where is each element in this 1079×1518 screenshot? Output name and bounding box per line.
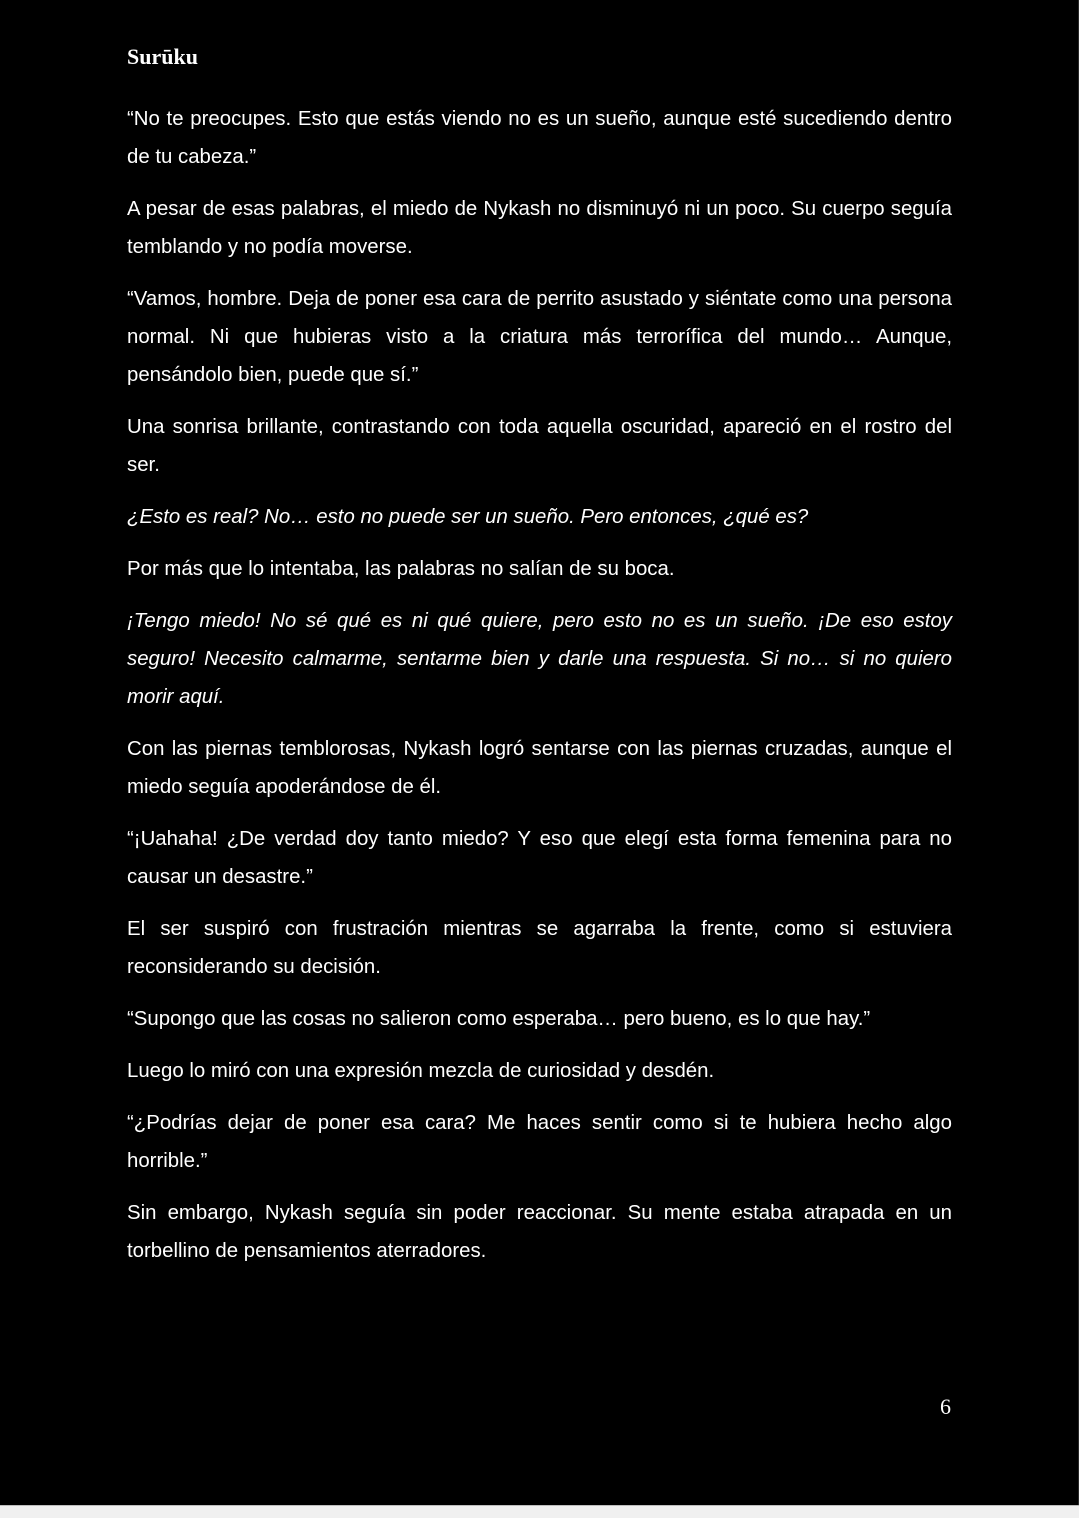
paragraph-10: El ser suspiró con frustración mientras se agarraba la frente, como si estuviera reconsiderando su decisión. <box>127 918 952 978</box>
paragraph-4: Una sonrisa brillante, contrastando con toda aquella oscuridad, apareció en el rostro del ser. <box>127 416 952 476</box>
paragraph-1: “No te preocupes. Esto que estás viendo no es un sueño, aunque esté sucediendo dentro de tu cabeza.” <box>127 108 952 168</box>
paragraph-13: “¿Podrías dejar de poner esa cara? Me haces sentir como si te hubiera hecho algo horrible.” <box>127 1112 952 1172</box>
paragraph-2: A pesar de esas palabras, el miedo de Nykash no disminuyó ni un poco. Su cuerpo seguía temblando y no podía moverse. <box>127 198 952 258</box>
paragraph-5-thought: ¿Esto es real? No… esto no puede ser un sueño. Pero entonces, ¿qué es? <box>127 506 809 528</box>
paragraph-12: Luego lo miró con una expresión mezcla de curiosidad y desdén. <box>127 1060 715 1082</box>
paragraph-8: Con las piernas temblorosas, Nykash logró sentarse con las piernas cruzadas, aunque el miedo seguía apoderándose de él. <box>127 738 952 798</box>
running-header-title: Surūku <box>127 44 198 69</box>
paragraph-6: Por más que lo intentaba, las palabras no salían de su boca. <box>127 558 675 580</box>
paragraph-14: Sin embargo, Nykash seguía sin poder reaccionar. Su mente estaba atrapada en un torbellino de pensamientos aterradores. <box>127 1202 952 1262</box>
paragraph-7-thought: ¡Tengo miedo! No sé qué es ni qué quiere, pero esto no es un sueño. ¡De eso estoy seguro! Necesito calmarme, sentarme bien y darle una respuesta. Si no… si no quiero morir aquí. <box>127 610 952 708</box>
paragraph-9: “¡Uahaha! ¿De verdad doy tanto miedo? Y eso que elegí esta forma femenina para no causar un desastre.” <box>127 828 952 888</box>
body-text <box>127 100 952 1284</box>
paragraph-3: “Vamos, hombre. Deja de poner esa cara de perrito asustado y siéntate como una persona normal. Ni que hubieras visto a la criatura más terrorífica del mundo… Aunque, pensándolo bien, puede que sí.” <box>127 288 952 386</box>
page-number: 6 <box>940 1394 951 1419</box>
paragraph-11: “Supongo que las cosas no salieron como esperaba… pero bueno, es lo que hay.” <box>127 1008 871 1030</box>
viewer-bottom-edge <box>0 1505 1079 1518</box>
